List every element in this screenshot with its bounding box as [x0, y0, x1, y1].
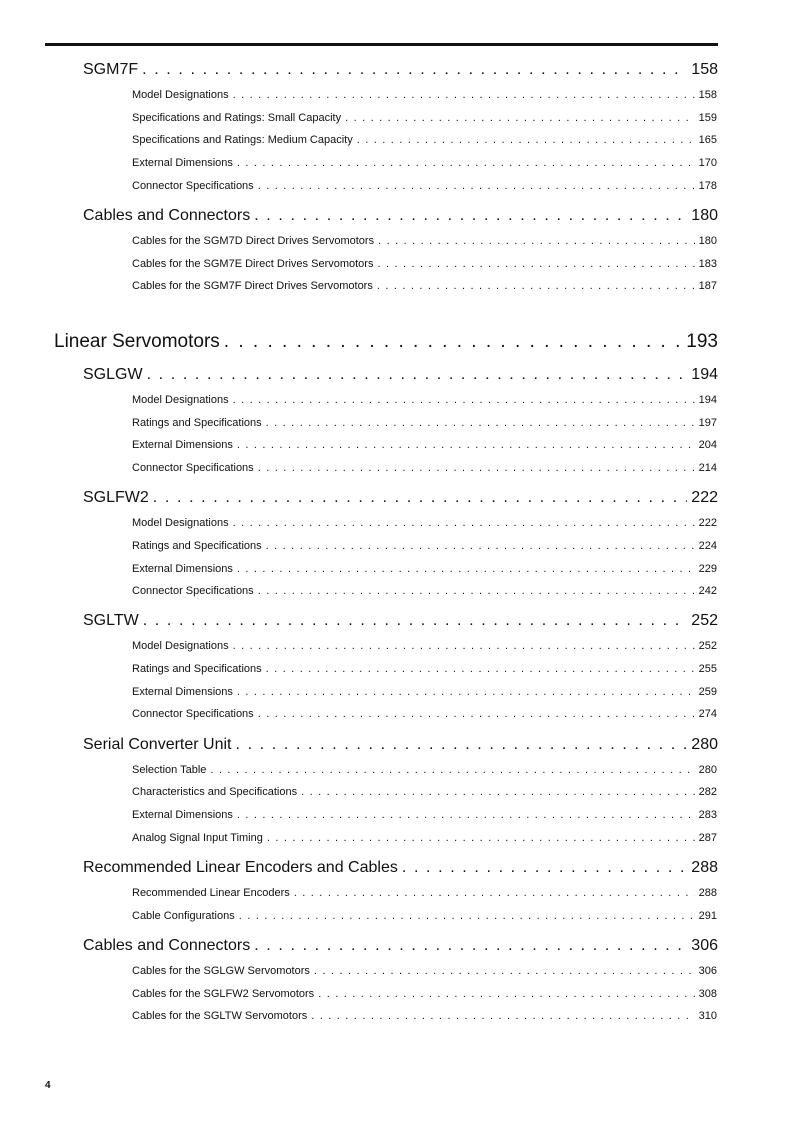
toc-section-serial-converter-unit[interactable]	[83, 736, 718, 758]
page-number: 4	[45, 1080, 51, 1091]
toc-page-number: 170	[698, 157, 717, 169]
dot-leader	[233, 517, 695, 529]
toc-entry[interactable]	[132, 134, 717, 150]
toc-page-number: 158	[691, 61, 718, 78]
toc-page-number: 310	[698, 1010, 717, 1022]
toc-entry[interactable]	[132, 540, 717, 556]
toc-chapter-title: Linear Servomotors	[54, 331, 220, 352]
toc-page-number: 306	[698, 965, 717, 977]
toc-page-number: 252	[691, 612, 718, 629]
dot-leader	[258, 708, 695, 720]
toc-entry[interactable]	[132, 786, 717, 802]
toc-entry-title: External Dimensions	[132, 439, 233, 451]
toc-entry[interactable]	[132, 462, 717, 478]
toc-section-sgm7f[interactable]	[83, 61, 718, 83]
toc-page-number: 229	[698, 563, 717, 575]
toc-entry[interactable]	[132, 112, 717, 128]
dot-leader	[233, 640, 695, 652]
dot-leader	[266, 417, 695, 429]
toc-entry-title: Connector Specifications	[132, 585, 254, 597]
dot-leader	[377, 258, 694, 270]
toc-entry[interactable]	[132, 439, 717, 455]
toc-page-number: 197	[698, 417, 717, 429]
toc-entry-title: Ratings and Specifications	[132, 540, 262, 552]
toc-entry-title: External Dimensions	[132, 157, 233, 169]
toc-page-number: 180	[691, 207, 718, 224]
toc-section-title: Serial Converter Unit	[83, 736, 232, 753]
toc-entry-title: Specifications and Ratings: Small Capacity	[132, 112, 342, 124]
toc-entry-title: Cables for the SGM7D Direct Drives Servomotors	[132, 235, 375, 247]
dot-leader	[267, 832, 695, 844]
toc-entry-title: Model Designations	[132, 640, 229, 652]
toc-section-cables-connectors-linear[interactable]	[83, 937, 718, 959]
toc-page-number: 193	[686, 331, 718, 352]
toc-page-number: 280	[698, 764, 717, 776]
toc-page-number: 282	[698, 786, 717, 798]
toc-section-title: SGLTW	[83, 612, 139, 629]
toc-entry-title: External Dimensions	[132, 809, 233, 821]
toc-entry-title: Characteristics and Specifications	[132, 786, 298, 798]
toc-page-number: 187	[698, 280, 717, 292]
toc-page-number: 291	[698, 910, 717, 922]
toc-page-number: 274	[698, 708, 717, 720]
toc-section-sglgw[interactable]	[83, 366, 718, 388]
dot-leader	[301, 786, 695, 798]
toc-entry-title: Model Designations	[132, 517, 229, 529]
dot-leader	[345, 112, 695, 124]
toc-section-title: SGLGW	[83, 366, 143, 383]
toc-entry[interactable]	[132, 887, 717, 903]
toc-section-title: Cables and Connectors	[83, 207, 251, 224]
toc-entry-title: Model Designations	[132, 394, 229, 406]
dot-leader	[143, 612, 688, 630]
toc-entry-title: Cables for the SGLTW Servomotors	[132, 1010, 308, 1022]
toc-section-sgltw[interactable]	[83, 612, 718, 634]
toc-entry[interactable]	[132, 663, 717, 679]
toc-entry-title: External Dimensions	[132, 563, 233, 575]
toc-entry-title: Connector Specifications	[132, 180, 254, 192]
toc-entry[interactable]	[132, 517, 717, 533]
toc-page-number: 287	[698, 832, 717, 844]
toc-page-number: 194	[698, 394, 717, 406]
toc-section-title: SGLFW2	[83, 489, 149, 506]
toc-entry[interactable]	[132, 89, 717, 105]
toc-entry-title: Ratings and Specifications	[132, 663, 262, 675]
toc-page-number: 255	[698, 663, 717, 675]
toc-page-number: 222	[691, 489, 718, 506]
dot-leader	[402, 859, 687, 877]
toc-page-number: 252	[698, 640, 717, 652]
toc-section-title: SGM7F	[83, 61, 139, 78]
dot-leader	[233, 394, 695, 406]
toc-section-sglfw2[interactable]	[83, 489, 718, 511]
dot-leader	[233, 89, 695, 101]
toc-page-number: 178	[698, 180, 717, 192]
dot-leader	[237, 809, 695, 821]
toc-entry[interactable]	[132, 910, 717, 926]
toc-page-number: 222	[698, 517, 717, 529]
dot-leader	[237, 563, 695, 575]
toc-entry[interactable]	[132, 417, 717, 433]
toc-page-number: 280	[691, 736, 718, 753]
dot-leader	[237, 439, 695, 451]
toc-entry-title: Ratings and Specifications	[132, 417, 262, 429]
toc-entry-title: Analog Signal Input Timing	[132, 832, 263, 844]
dot-leader	[254, 207, 687, 225]
dot-leader	[254, 937, 687, 955]
toc-entry[interactable]	[132, 832, 717, 848]
toc-entry-title: Selection Table	[132, 764, 207, 776]
toc-page-number: 288	[691, 859, 718, 876]
toc-page-number: 159	[698, 112, 717, 124]
dot-leader	[237, 157, 695, 169]
toc-section-title: Cables and Connectors	[83, 937, 251, 954]
dot-leader	[210, 764, 694, 776]
toc-page-number: 204	[698, 439, 717, 451]
toc-entry[interactable]	[132, 235, 717, 251]
dot-leader	[147, 366, 688, 384]
toc-entry-title: Model Designations	[132, 89, 229, 101]
dot-leader	[239, 910, 695, 922]
toc-page-number: 242	[698, 585, 717, 597]
toc-page-number: 283	[698, 809, 717, 821]
toc-page-number: 194	[691, 366, 718, 383]
toc-entry-title: Cables for the SGM7E Direct Drives Servomotors	[132, 258, 374, 270]
toc-entry[interactable]	[132, 965, 717, 981]
dot-leader	[311, 1010, 694, 1022]
toc-entry-title: Cables for the SGM7F Direct Drives Servomotors	[132, 280, 373, 292]
toc-page-number: 288	[698, 887, 717, 899]
toc-page-number: 214	[698, 462, 717, 474]
toc-entry[interactable]	[132, 394, 717, 410]
toc-section-title: Recommended Linear Encoders and Cables	[83, 859, 398, 876]
toc-page-number: 158	[698, 89, 717, 101]
toc-page-number: 224	[698, 540, 717, 552]
toc-entry-title: Cables for the SGLGW Servomotors	[132, 965, 310, 977]
toc-entry[interactable]	[132, 157, 717, 173]
toc-page-number: 183	[698, 258, 717, 270]
dot-leader	[294, 887, 695, 899]
toc-entry[interactable]	[132, 988, 717, 1004]
toc-entry-title: Connector Specifications	[132, 708, 254, 720]
toc-section-cables-connectors[interactable]	[83, 207, 718, 229]
toc-entry[interactable]	[132, 640, 717, 656]
toc-entry-title: Recommended Linear Encoders	[132, 887, 290, 899]
toc-entry[interactable]	[132, 280, 717, 296]
dot-leader	[266, 663, 695, 675]
dot-leader	[153, 489, 688, 507]
toc-entry[interactable]	[132, 686, 717, 702]
dot-leader	[237, 686, 695, 698]
dot-leader	[258, 462, 695, 474]
toc-entry[interactable]	[132, 764, 717, 780]
dot-leader	[236, 736, 688, 754]
dot-leader	[378, 235, 695, 247]
toc-chapter-linear-servomotors[interactable]	[54, 331, 718, 357]
dot-leader	[318, 988, 694, 1000]
toc-entry-title: Specifications and Ratings: Medium Capacity	[132, 134, 353, 146]
toc-entry[interactable]	[132, 563, 717, 579]
dot-leader	[142, 61, 687, 79]
toc-entry-title: Cables for the SGLFW2 Servomotors	[132, 988, 315, 1000]
toc-section-recommended-linear-encoders[interactable]	[83, 859, 718, 881]
toc-entry-title: Connector Specifications	[132, 462, 254, 474]
dot-leader	[258, 585, 695, 597]
toc-entry-title: External Dimensions	[132, 686, 233, 698]
toc-entry-title: Cable Configurations	[132, 910, 235, 922]
dot-leader	[357, 134, 695, 146]
toc-page-number: 165	[698, 134, 717, 146]
dot-leader	[377, 280, 695, 292]
toc-page-number: 308	[698, 988, 717, 1000]
dot-leader	[258, 180, 695, 192]
toc-entry[interactable]	[132, 1010, 717, 1026]
dot-leader	[314, 965, 695, 977]
toc-page-number: 306	[691, 937, 718, 954]
toc-entry[interactable]	[132, 708, 717, 724]
toc-entry[interactable]	[132, 180, 717, 196]
dot-leader	[224, 331, 683, 353]
toc-page-number: 259	[698, 686, 717, 698]
toc-entry[interactable]	[132, 809, 717, 825]
toc-entry[interactable]	[132, 585, 717, 601]
dot-leader	[266, 540, 695, 552]
toc-page-number: 180	[698, 235, 717, 247]
toc-entry[interactable]	[132, 258, 717, 274]
